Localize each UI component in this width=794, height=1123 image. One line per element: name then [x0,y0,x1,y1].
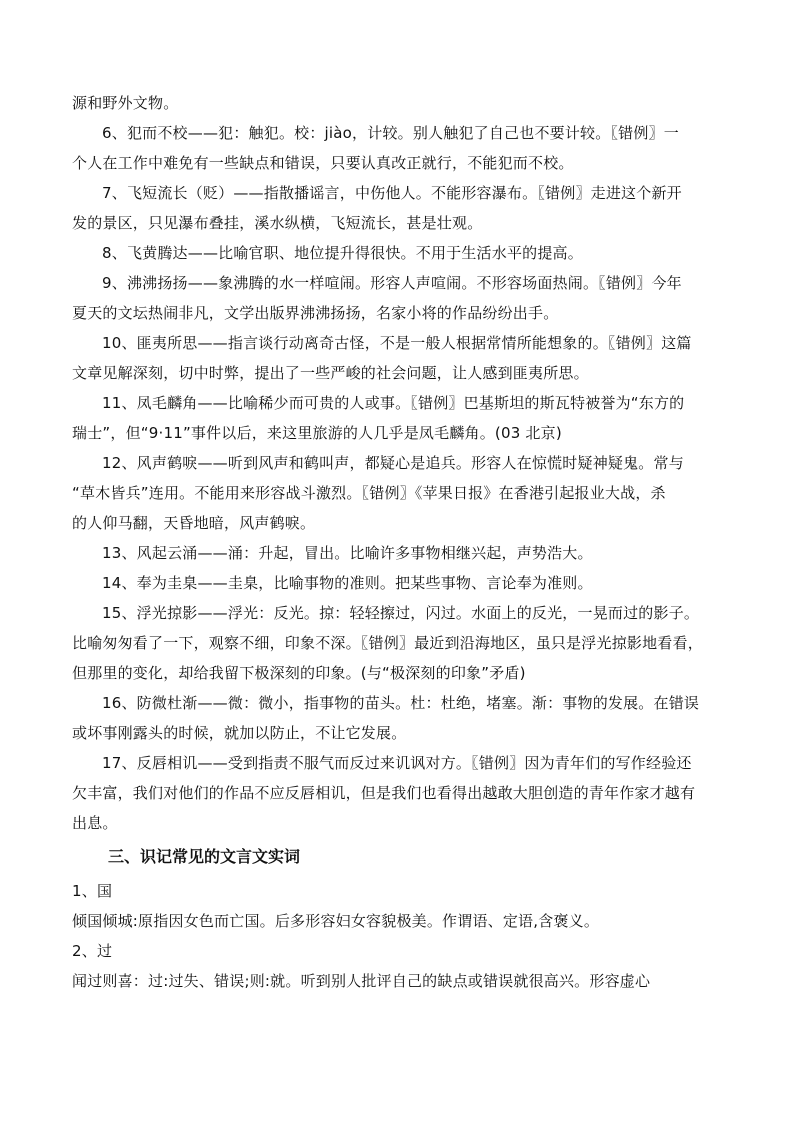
document-page [72,88,724,996]
text-line: 倾国倾城:原指因女色而亡国。后多形容妇女容貌极美。作谓语、定语,含褒义。 [72,912,600,930]
text-line: 出息。 [72,814,118,832]
text-line: “草木皆兵”连用。不能用来形容战斗激烈。〖错例〗《苹果日报》在香港引起报业大战，杀 [72,484,666,502]
text-line: 欠丰富，我们对他们的作品不应反唇相讥，但是我们也看得出越敢大胆创造的青年作家才越有 [72,784,696,802]
text-line: 比喻匆匆看了一下，观察不细，印象不深。〖错例〗最近到沿海地区，虽只是浮光掠影地看看， [72,634,703,652]
section-body [72,876,724,996]
text-line: 8、飞黄腾达——比喻官职、地位提升得很快。不用于生活水平的提高。 [102,244,583,262]
text-line: 17、反唇相讥——受到指责不服气而反过来讥讽对方。〖错例〗因为青年们的写作经验还 [102,754,692,772]
text-line: 但那里的变化，却给我留下极深刻的印象。(与“极深刻的印象”矛盾) [72,664,526,682]
text-line: 发的景区，只见瀑布叠挂，溪水纵横，飞短流长，甚是壮观。 [72,214,483,232]
text-line: 13、风起云涌——涌：升起，冒出。比喻许多事物相继兴起，声势浩大。 [102,544,593,562]
text-line: 夏天的文坛热闹非凡，文学出版界沸沸扬扬，名家小将的作品纷纷出手。 [72,304,559,322]
text-line: 的人仰马翻，天昏地暗，风声鹤唳。 [72,514,316,532]
text-line: 1、国 [72,882,113,900]
text-line: 10、匪夷所思——指言谈行动离奇古怪，不是一般人根据常情所能想象的。〖错例〗这篇 [102,334,692,352]
text-line: 16、防微杜渐——微：微小，指事物的苗头。杜：杜绝，堵塞。渐：事物的发展。在错误 [102,694,700,712]
text-line: 9、沸沸扬扬——象沸腾的水一样喧闹。形容人声喧闹。不形容场面热闹。〖错例〗今年 [102,274,682,292]
text-line: 11、凤毛麟角——比喻稀少而可贵的人或事。〖错例〗巴基斯坦的斯瓦特被誉为“东方的 [102,394,685,412]
text-line: 瑞士”，但“9·11”事件以后，来这里旅游的人几乎是凤毛麟角。(03 北京) [72,424,562,442]
text-line: 12、风声鹤唳——听到风声和鹤叫声，都疑心是追兵。形容人在惊慌时疑神疑鬼。常与 [102,454,684,472]
text-line: 或坏事刚露头的时候，就加以防止，不让它发展。 [72,724,407,742]
text-line: 15、浮光掠影——浮光：反光。掠：轻轻擦过，闪过。水面上的反光，一晃而过的影子。 [102,604,700,622]
text-line: 个人在工作中难免有一些缺点和错误，只要认真改正就行，不能犯而不校。 [72,154,574,172]
text-line: 6、犯而不校——犯：触犯。校：jiào，计较。别人触犯了自己也不要计较。〖错例〗一 [102,124,679,142]
text-line: 文章见解深刻，切中时弊，提出了一些严峻的社会问题，让人感到匪夷所思。 [72,364,589,382]
text-line: 2、过 [72,942,113,960]
text-line: 源和野外文物。 [72,94,179,112]
text-line: 14、奉为圭臬——圭臬，比喻事物的准则。把某些事物、言论奉为准则。 [102,574,593,592]
entry-list [72,88,724,838]
text-line: 7、飞短流长（贬）——指散播谣言，中伤他人。不能形容瀑布。〖错例〗走进这个新开 [102,184,682,202]
section-heading: 三、识记常见的文言文实词 [108,847,301,866]
text-line: 闻过则喜：过:过失、错误;则:就。听到别人批评自己的缺点或错误就很高兴。形容虚心 [72,972,651,990]
